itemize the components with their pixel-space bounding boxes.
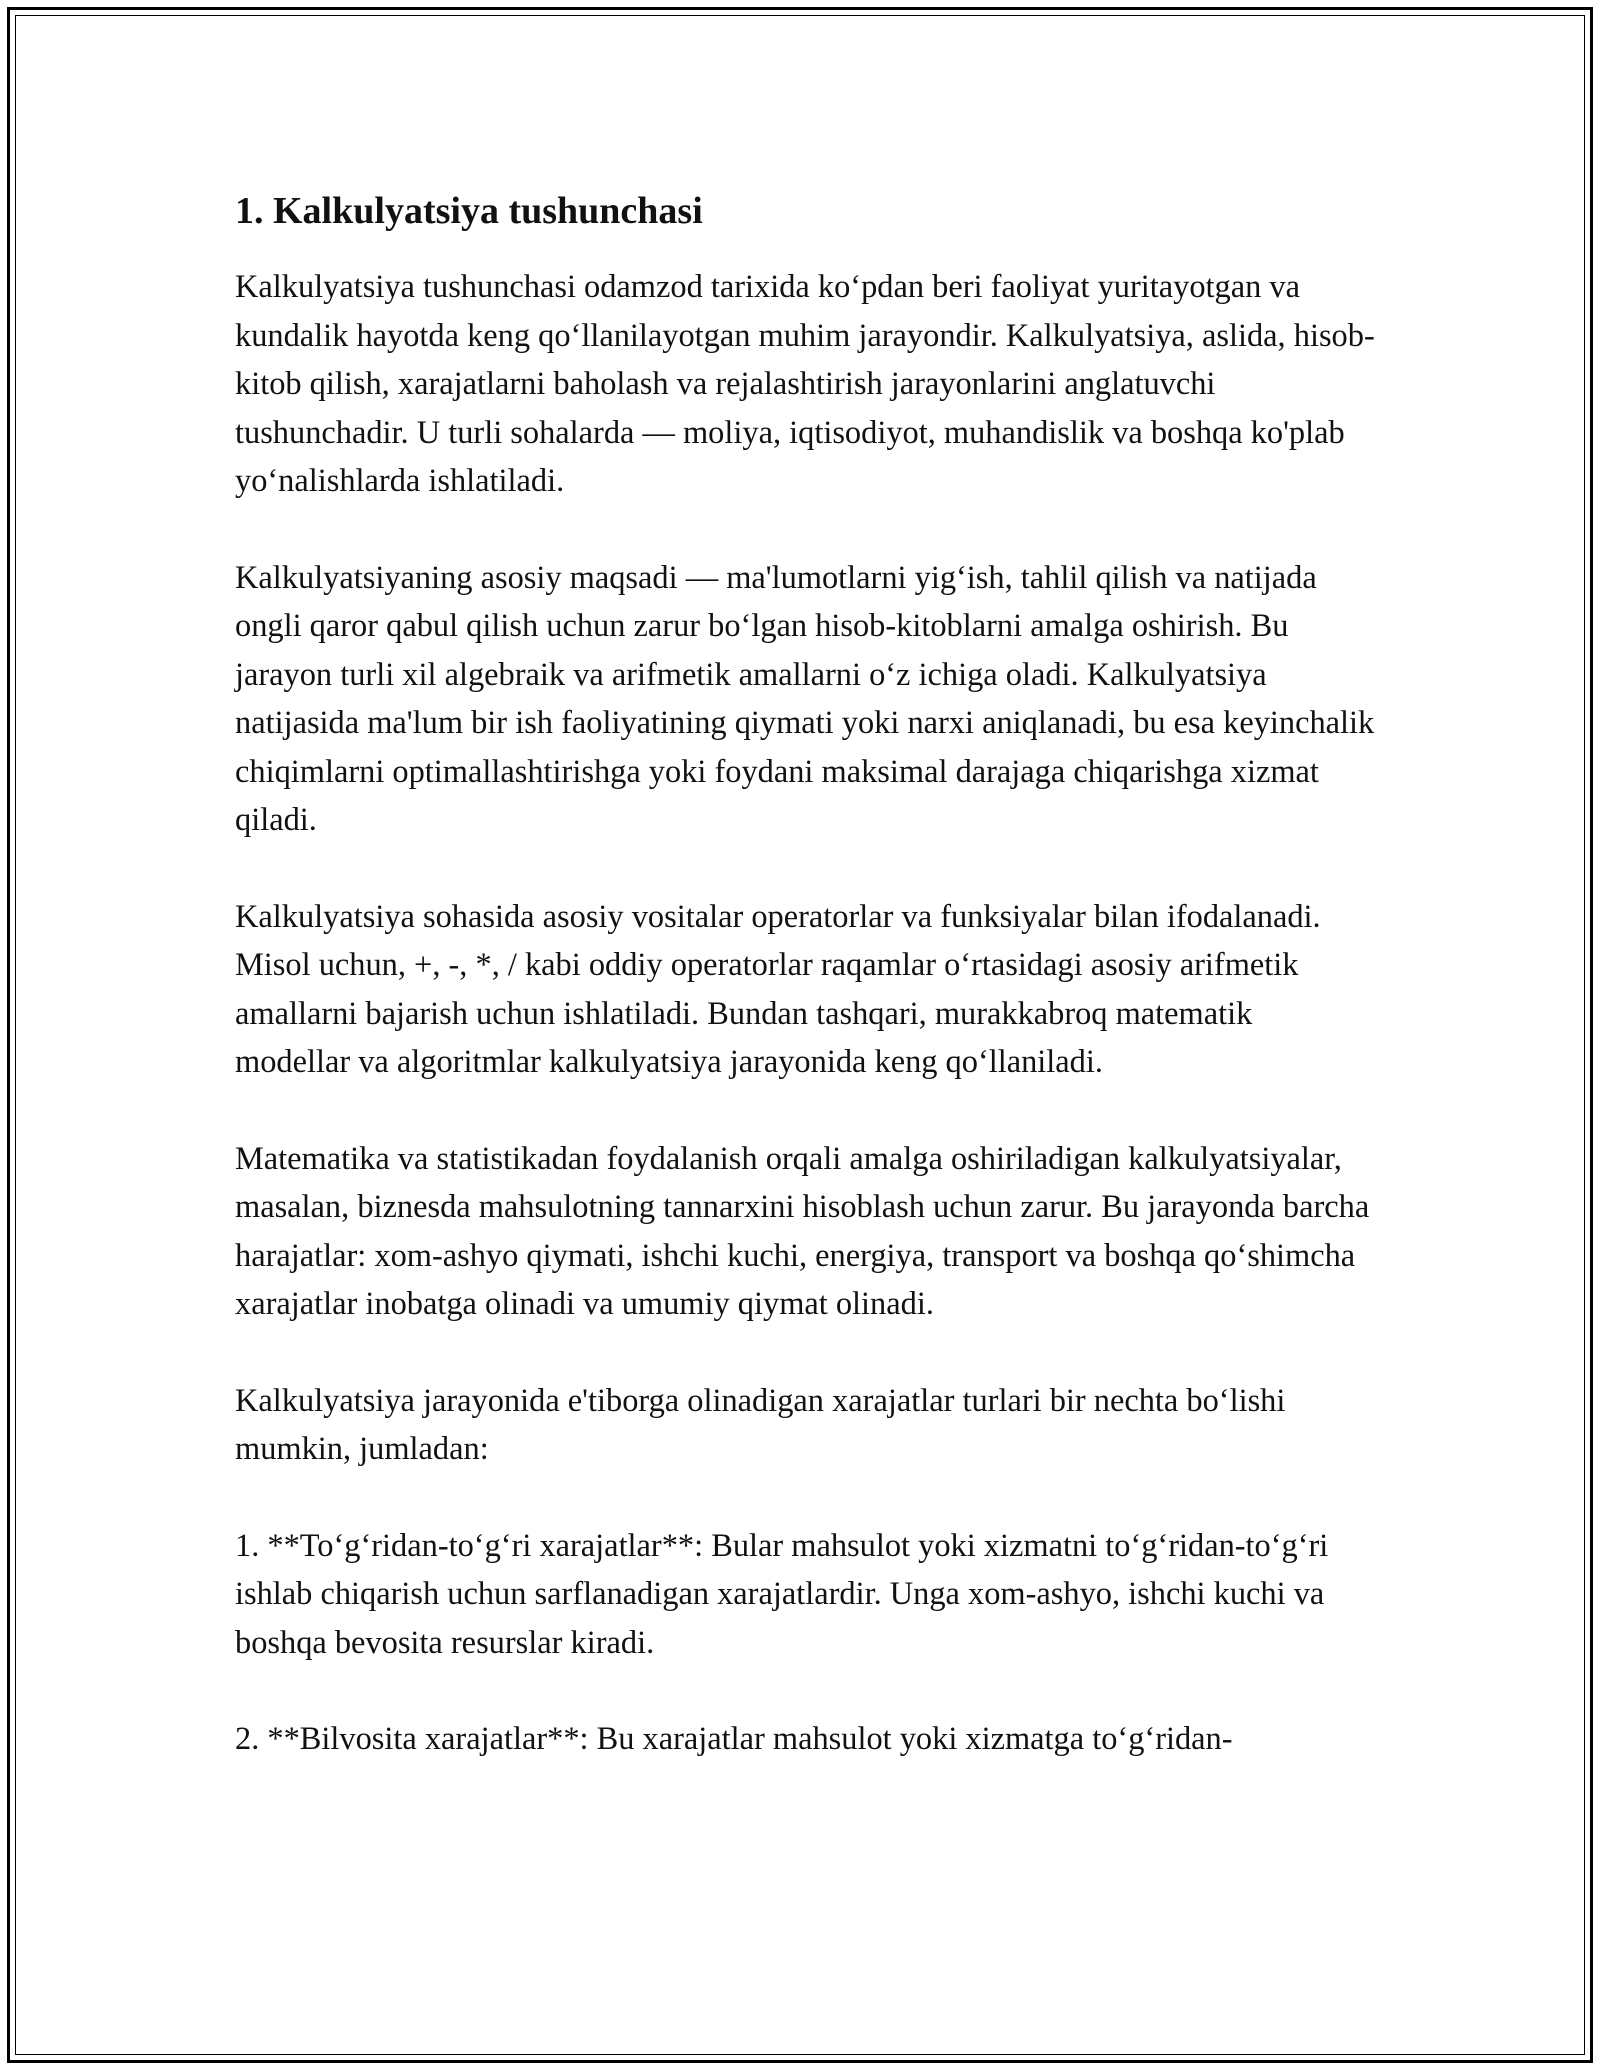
paragraph-statistics: Matematika va statistikadan foydalanish orqali amalga oshiriladigan kalkulyatsiyalar, masalan, biznesda mahsulotning tannarxini hisoblash uchun zarur. Bu jarayonda barcha harajatlar: xom-ashyo qiymati, ishchi kuchi, energiya, transport va boshqa qo‘shimcha xarajatlar inobatga olinadi va umumiy qiymat olinadi. [235, 1140, 1370, 1322]
document-body [235, 185, 1375, 1764]
paragraph-intro: Kalkulyatsiya tushunchasi odamzod tarixida ko‘pdan beri faoliyat yuritayotgan va kundalik hayotda keng qo‘llanilayotgan muhim jarayondir. Kalkulyatsiya, aslida, hisob-kitob qilish, xarajatlarni baholash va rejalashtirish jarayonlarini anglatuvchi tushunchadir. U turli sohalarda — moliya, iqtisodiyot, muhandislik va boshqa ko'plab yo‘nalishlarda ishlatiladi. [235, 269, 1375, 499]
paragraph-operators: Kalkulyatsiya sohasida asosiy vositalar operatorlar va funksiyalar bilan ifodalanadi. Misol uchun, +, -, *, / kabi oddiy operatorlar raqamlar o‘rtasidagi asosiy arifmetik amallarni bajarish uchun ishlatiladi. Bundan tashqari, murakkabroq matematik modellar va algoritmlar kalkulyatsiya jarayonida keng qo‘llaniladi. [235, 898, 1321, 1080]
paragraph-cost-types-intro: Kalkulyatsiya jarayonida e'tiborga olinadigan xarajatlar turlari bir nechta bo‘lishi mumkin, jumladan: [235, 1382, 1286, 1467]
list-item-indirect-costs: 2. **Bilvosita xarajatlar**: Bu xarajatlar mahsulot yoki xizmatga to‘g‘ridan- [235, 1721, 1233, 1757]
list-item-direct-costs: 1. **To‘g‘ridan-to‘g‘ri xarajatlar**: Bular mahsulot yoki xizmatni to‘g‘ridan-to‘g‘ri ishlab chiqarish uchun sarflanadigan xarajatlardir. Unga xom-ashyo, ishchi kuchi va boshqa bevosita resurslar kiradi. [235, 1527, 1329, 1661]
section-heading: 1. Kalkulyatsiya tushunchasi [235, 190, 703, 232]
paragraph-purpose: Kalkulyatsiyaning asosiy maqsadi — ma'lumotlarni yig‘ish, tahlil qilish va natijada ongli qaror qabul qilish uchun zarur bo‘lgan hisob-kitoblarni amalga oshirish. Bu jarayon turli xil algebraik va arifmetik amallarni o‘z ichiga oladi. Kalkulyatsiya natijasida ma'lum bir ish faoliyatining qiymati yoki narxi aniqlanadi, bu esa keyinchalik chiqimlarni optimallashtirishga yoki foydani maksimal darajaga chiqarishga xizmat qiladi. [235, 559, 1375, 838]
